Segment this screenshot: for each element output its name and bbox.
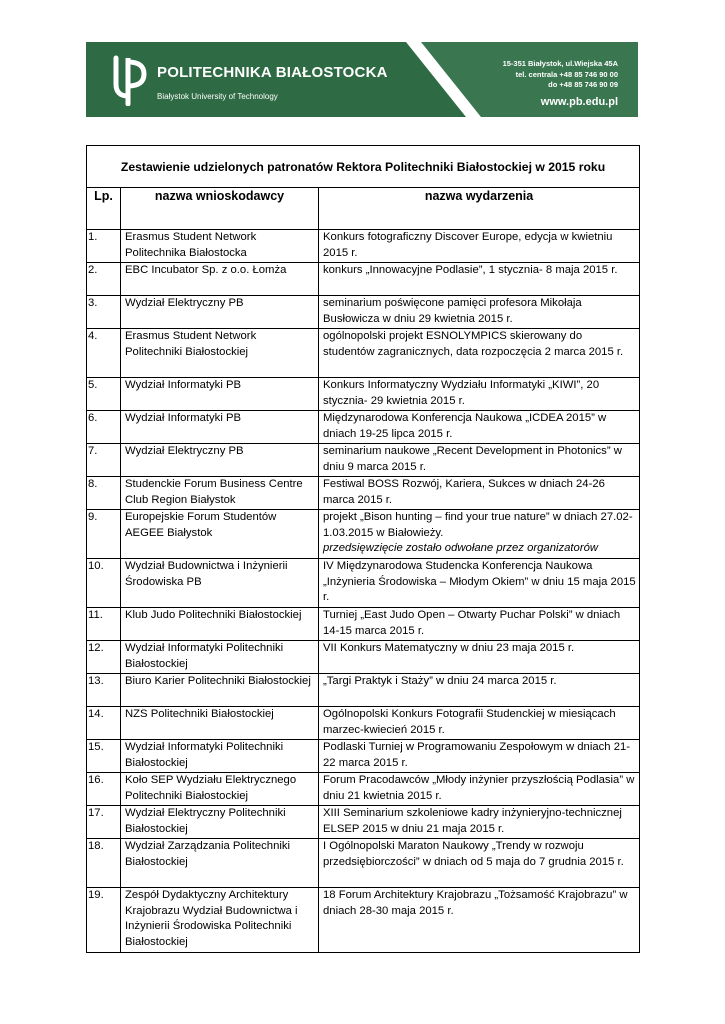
- row-number: 3.: [87, 296, 121, 329]
- applicant-name: Europejskie Forum Studentów AEGEE Białystok: [121, 510, 319, 559]
- event-text: Forum Pracodawców „Młody inżynier przyszłością Podlasia” w dniu 21 kwietnia 2015 r.: [323, 774, 635, 802]
- event-text: I Ogólnopolski Maraton Naukowy „Trendy w rozwoju przedsiębiorczości” w dniach od 5 maja do 7 grudnia 2015 r.: [323, 840, 624, 868]
- table-row: [87, 378, 640, 411]
- applicant-name: Wydział Informatyki PB: [121, 378, 319, 411]
- applicant-name: Zespół Dydaktyczny Architektury Krajobrazu Wydział Budownictwa i Inżynierii Środowiska Politechniki Białostockiej: [121, 888, 319, 953]
- event-text: Ogólnopolski Konkurs Fotografii Studenckiej w miesiącach marzec-kwiecień 2015 r.: [323, 708, 616, 736]
- row-number: 17.: [87, 806, 121, 839]
- event-name: [319, 674, 640, 707]
- table-row: [87, 411, 640, 444]
- table-body: [87, 230, 640, 953]
- university-name: POLITECHNIKA BIAŁOSTOCKA: [157, 64, 388, 81]
- table-row: [87, 559, 640, 608]
- table-row: [87, 608, 640, 641]
- event-cancelled-note: przedsięwzięcie zostało odwołane przez organizatorów: [323, 542, 599, 555]
- event-name: [319, 773, 640, 806]
- event-name: [319, 641, 640, 674]
- row-number: 12.: [87, 641, 121, 674]
- table-title: Zestawienie udzielonych patronatów Rektora Politechniki Białostockiej w 2015 roku: [87, 146, 640, 188]
- event-name: [319, 230, 640, 263]
- table-row: [87, 707, 640, 740]
- event-text: Konkurs fotograficzny Discover Europe, edycja w kwietniu 2015 r.: [323, 231, 613, 259]
- phone-main: tel. centrala +48 85 746 90 00: [515, 69, 618, 79]
- patronage-table: [86, 145, 640, 953]
- table-row: [87, 329, 640, 378]
- event-name: [319, 263, 640, 296]
- table-row: [87, 510, 640, 559]
- table-row: [87, 296, 640, 329]
- table-row: [87, 444, 640, 477]
- event-name: [319, 806, 640, 839]
- applicant-name: Wydział Informatyki PB: [121, 411, 319, 444]
- event-text: seminarium naukowe „Recent Development in Photonics” w dniu 9 marca 2015 r.: [323, 445, 622, 473]
- event-text: ogólnopolski projekt ESNOLYMPICS skierowany do studentów zagranicznych, data rozpoczęcia 2 marca 2015 r.: [323, 330, 624, 358]
- event-name: [319, 707, 640, 740]
- event-name: [319, 444, 640, 477]
- row-number: 15.: [87, 740, 121, 773]
- event-text: Turniej „East Judo Open – Otwarty Puchar Polski” w dniach 14-15 marca 2015 r.: [323, 609, 621, 637]
- applicant-name: Erasmus Student Network Politechnika Białostocka: [121, 230, 319, 263]
- row-number: 18.: [87, 839, 121, 888]
- event-name: [319, 608, 640, 641]
- event-text: „Targi Praktyk i Staży” w dniu 24 marca 2015 r.: [323, 675, 557, 687]
- table-row: [87, 477, 640, 510]
- applicant-name: Wydział Zarządzania Politechniki Białostockiej: [121, 839, 319, 888]
- event-name: [319, 411, 640, 444]
- table-row: [87, 773, 640, 806]
- event-name: [319, 378, 640, 411]
- applicant-name: Wydział Budownictwa i Inżynierii Środowiska PB: [121, 559, 319, 608]
- row-number: 5.: [87, 378, 121, 411]
- applicant-name: Wydział Elektryczny PB: [121, 296, 319, 329]
- table-row: [87, 839, 640, 888]
- address: 15-351 Białystok, ul.Wiejska 45A: [502, 59, 618, 68]
- event-text: XIII Seminarium szkoleniowe kadry inżynieryjno-technicznej ELSEP 2015 w dniu 21 maja 2015 r.: [323, 807, 622, 835]
- event-text: Festiwal BOSS Rozwój, Kariera, Sukces w dniach 24-26 marca 2015 r.: [323, 478, 605, 506]
- row-number: 7.: [87, 444, 121, 477]
- table-row: [87, 740, 640, 773]
- column-header-applicant: nazwa wnioskodawcy: [121, 188, 319, 230]
- applicant-name: Erasmus Student Network Politechniki Białostockiej: [121, 329, 319, 378]
- applicant-name: Studenckie Forum Business Centre Club Region Białystok: [121, 477, 319, 510]
- event-text: Międzynarodowa Konferencja Naukowa „ICDEA 2015” w dniach 19-25 lipca 2015 r.: [323, 412, 607, 440]
- event-text: IV Międzynarodowa Studencka Konferencja Naukowa „Inżynieria Środowiska – Młodym Okiem” w dniu 15 maja 2015 r.: [323, 560, 636, 604]
- phone-alt: do +48 85 746 90 09: [548, 80, 618, 89]
- applicant-name: Wydział Informatyki Politechniki Białostockiej: [121, 740, 319, 773]
- row-number: 4.: [87, 329, 121, 378]
- row-number: 11.: [87, 608, 121, 641]
- event-text: 18 Forum Architektury Krajobrazu „Tożsamość Krajobrazu” w dniach 28-30 maja 2015 r.: [323, 889, 628, 917]
- applicant-name: EBC Incubator Sp. z o.o. Łomża: [121, 263, 319, 296]
- row-number: 1.: [87, 230, 121, 263]
- row-number: 16.: [87, 773, 121, 806]
- event-name: [319, 329, 640, 378]
- table-row: [87, 641, 640, 674]
- table-row: [87, 806, 640, 839]
- event-name: [319, 296, 640, 329]
- applicant-name: Biuro Karier Politechniki Białostockiej: [121, 674, 319, 707]
- row-number: 9.: [87, 510, 121, 559]
- applicant-name: Wydział Elektryczny PB: [121, 444, 319, 477]
- event-text: seminarium poświęcone pamięci profesora Mikołaja Busłowicza w dniu 29 kwietnia 2015 r.: [323, 297, 582, 325]
- event-name: [319, 510, 640, 559]
- table-row: [87, 674, 640, 707]
- row-number: 6.: [87, 411, 121, 444]
- event-name: [319, 839, 640, 888]
- event-text: Podlaski Turniej w Programowaniu Zespołowym w dniach 21-22 marca 2015 r.: [323, 741, 631, 769]
- event-text: VII Konkurs Matematyczny w dniu 23 maja 2015 r.: [323, 642, 575, 654]
- event-name: [319, 477, 640, 510]
- row-number: 19.: [87, 888, 121, 953]
- university-subtitle: Białystok University of Technology: [157, 92, 278, 101]
- table-row: [87, 888, 640, 953]
- event-text: Konkurs Informatyczny Wydziału Informatyki „KIWI”, 20 stycznia- 29 kwietnia 2015 r.: [323, 379, 600, 407]
- event-text: konkurs „Innowacyjne Podlasie”, 1 stycznia- 8 maja 2015 r.: [323, 264, 618, 276]
- header-banner: [86, 42, 638, 117]
- row-number: 8.: [87, 477, 121, 510]
- table-row: [87, 263, 640, 296]
- event-name: [319, 888, 640, 953]
- row-number: 10.: [87, 559, 121, 608]
- row-number: 13.: [87, 674, 121, 707]
- website-link[interactable]: www.pb.edu.pl: [540, 96, 618, 108]
- event-name: [319, 559, 640, 608]
- applicant-name: NZS Politechniki Białostockiej: [121, 707, 319, 740]
- contact-info: [503, 59, 618, 91]
- event-text: projekt „Bison hunting – find your true nature” w dniach 27.02-1.03.2015 w Białowieży.: [323, 511, 633, 539]
- column-header-lp: Lp.: [87, 188, 121, 230]
- event-name: [319, 740, 640, 773]
- table-header-row: [87, 188, 640, 230]
- applicant-name: Wydział Informatyki Politechniki Białostockiej: [121, 641, 319, 674]
- university-logo-icon: [110, 54, 150, 106]
- applicant-name: Klub Judo Politechniki Białostockiej: [121, 608, 319, 641]
- table-row: [87, 230, 640, 263]
- applicant-name: Koło SEP Wydziału Elektrycznego Politechniki Białostockiej: [121, 773, 319, 806]
- row-number: 2.: [87, 263, 121, 296]
- applicant-name: Wydział Elektryczny Politechniki Białostockiej: [121, 806, 319, 839]
- row-number: 14.: [87, 707, 121, 740]
- column-header-event: nazwa wydarzenia: [319, 188, 640, 230]
